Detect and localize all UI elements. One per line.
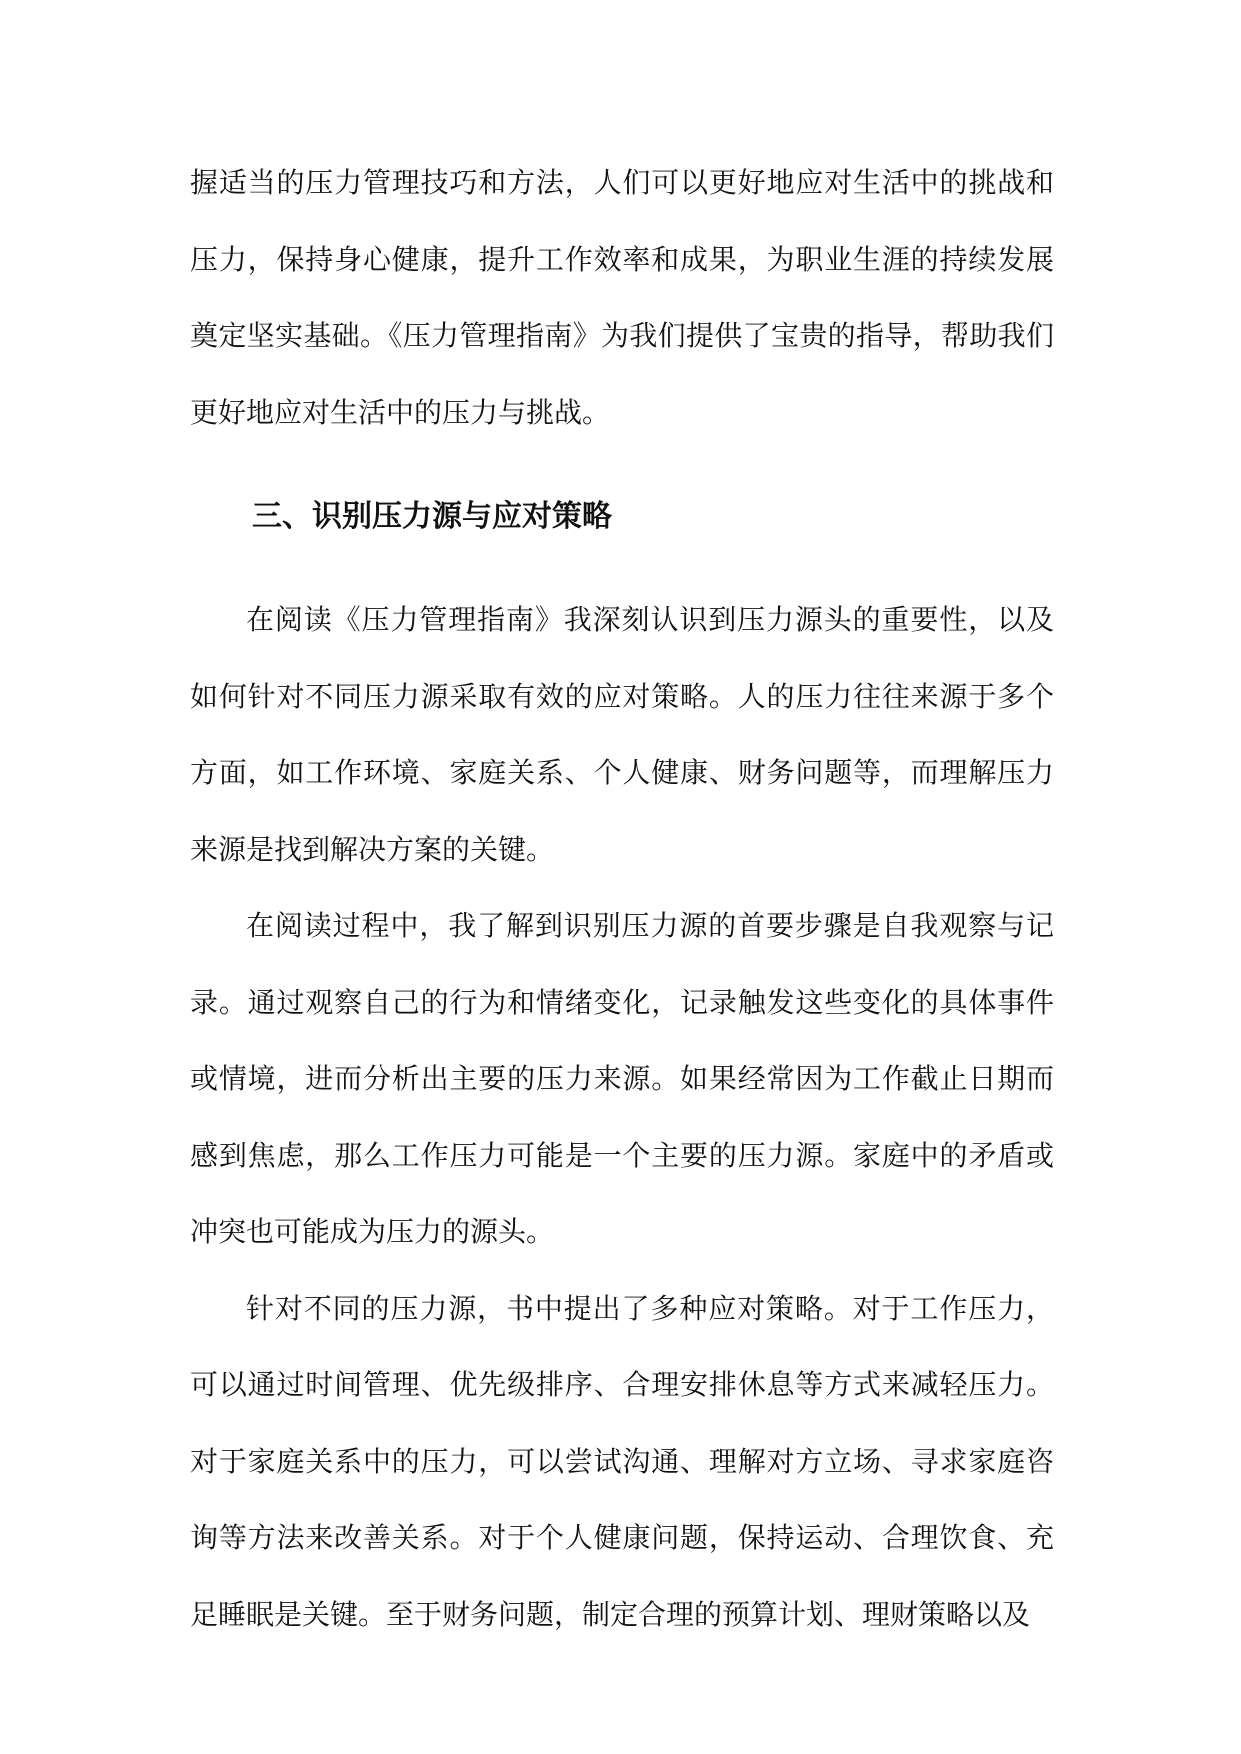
paragraph-continued: 握适当的压力管理技巧和方法，人们可以更好地应对生活中的挑战和压力，保持身心健康，提升工作效率和成果，为职业生涯的持续发展奠定坚实基础。《压力管理指南》为我们提供了宝贵的指导，帮助我们更好地应对生活中的压力与挑战。 xyxy=(190,166,1054,429)
section-heading: 三、识别压力源与应对策略 xyxy=(252,499,612,534)
paragraph-3: 针对不同的压力源，书中提出了多种应对策略。对于工作压力，可以通过时间管理、优先级排序、合理安排休息等方式来减轻压力。对于家庭关系中的压力，可以尝试沟通、理解对方立场、寻求家庭咨询等方法来改善关系。对于个人健康问题，保持运动、合理饮食、充足睡眠是关键。至于财务问题，制定合理的预算计划、理财策略以及 xyxy=(190,1291,1054,1631)
paragraph-2: 在阅读过程中，我了解到识别压力源的首要步骤是自我观察与记录。通过观察自己的行为和情绪变化，记录触发这些变化的具体事件或情境，进而分析出主要的压力来源。如果经常因为工作截止日期而感到焦虑，那么工作压力可能是一个主要的压力源。家庭中的矛盾或冲突也可能成为压力的源头。 xyxy=(190,909,1054,1248)
document-body xyxy=(190,145,1054,1653)
paragraph-1: 在阅读《压力管理指南》我深刻认识到压力源头的重要性，以及如何针对不同压力源采取有效的应对策略。人的压力往往来源于多个方面，如工作环境、家庭关系、个人健康、财务问题等，而理解压力来源是找到解决方案的关键。 xyxy=(190,603,1054,866)
